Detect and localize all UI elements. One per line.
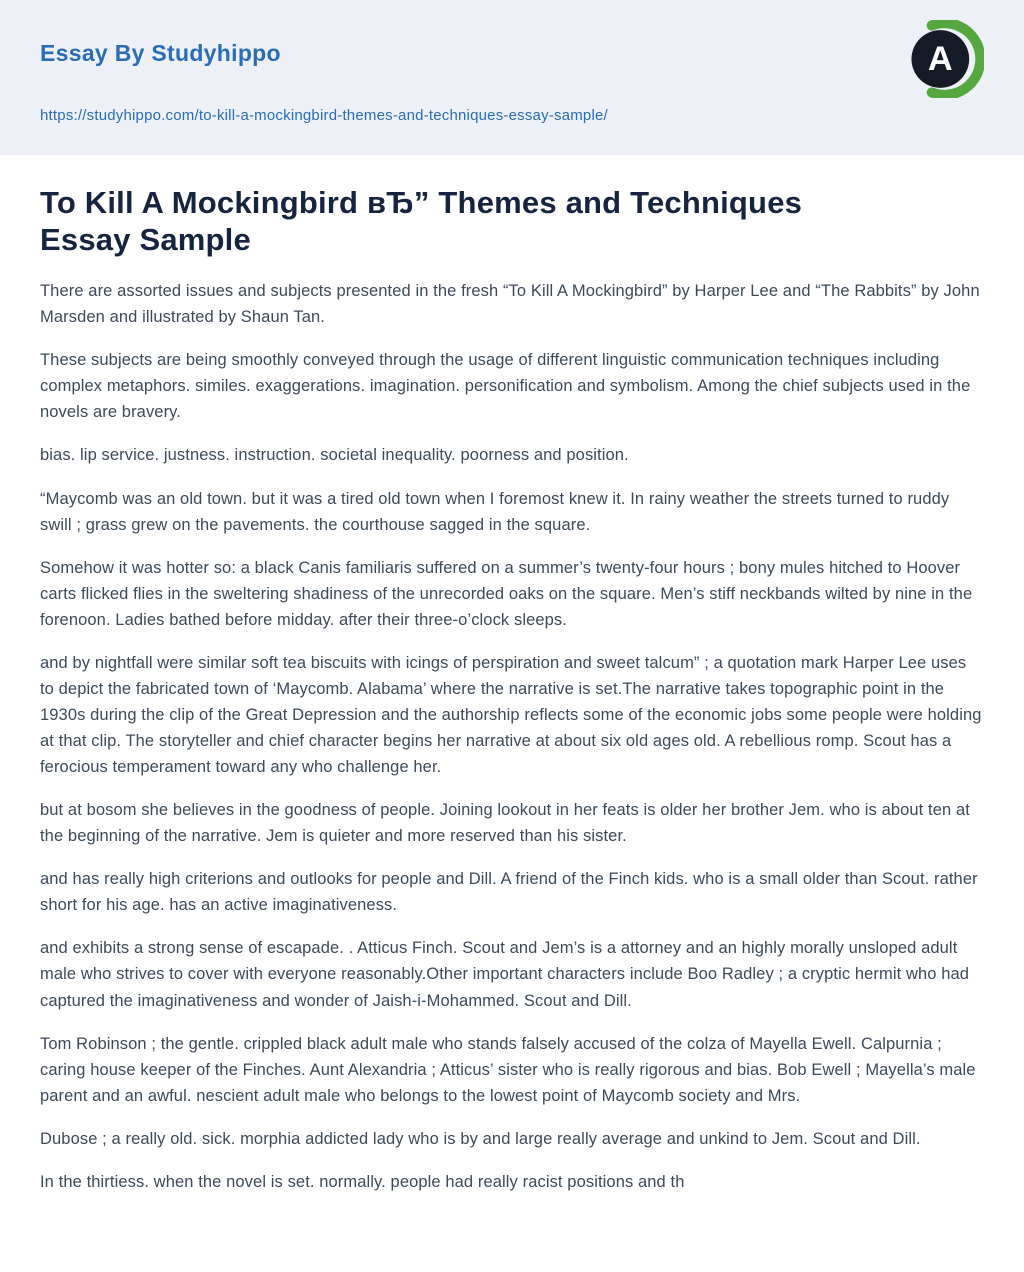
essay-paragraph: “Maycomb was an old town. but it was a tired old town when I foremost knew it. In rainy weather the streets turned to ruddy swill ; grass grew on the pavements. the courthouse sagged in the square. — [40, 489, 950, 534]
essay-paragraph: and exhibits a strong sense of escapade. . Atticus Finch. Scout and Jem’s is a attorney and an highly morally unsloped adult male who strives to cover with everyone reasonably.Other important characters include Boo Radley ; a cryptic hermit who had captured the imaginativeness and wonder of Jaish-i-Mohammed. Scout and Dill. — [40, 939, 970, 1010]
source-url-link[interactable]: https://studyhippo.com/to-kill-a-mockingbird-themes-and-techniques-essay-sample/ — [40, 107, 608, 124]
essay-paragraph: Tom Robinson ; the gentle. crippled black adult male who stands falsely accused of the colza of Mayella Ewell. Calpurnia ; caring house keeper of the Finches. Aunt Alexandria ; Atticus’ sister who is really rigorous and bias. Bob Ewell ; Mayella’s male parent and an awful. nescient adult male who belongs to the lowest point of Maycomb society and Mrs. — [40, 1034, 976, 1105]
essay-paragraph: These subjects are being smoothly conveyed through the usage of different linguistic communication techniques including complex metaphors. similes. exaggerations. imagination. personification and symbolism. Among the chief subjects used in the novels are bravery. — [40, 351, 971, 422]
essay-paragraph: In the thirtiess. when the novel is set. normally. people had really racist positions and th — [40, 1172, 685, 1191]
essay-paragraph: and has really high criterions and outlooks for people and Dill. A friend of the Finch kids. who is a small older than Scout. rather short for his age. has an active imaginativeness. — [40, 870, 978, 915]
essay-paragraph: but at bosom she believes in the goodness of people. Joining lookout in her feats is older her brother Jem. who is about ten at the beginning of the narrative. Jem is quieter and more reserved than his sister. — [40, 801, 970, 846]
essay-paragraph: bias. lip service. justness. instruction. societal inequality. poorness and position. — [40, 446, 629, 465]
site-title: Essay By Studyhippo — [40, 40, 281, 66]
studyhippo-logo-icon — [906, 20, 984, 98]
logo-letter: A — [927, 39, 953, 78]
essay-paragraph: Somehow it was hotter so: a black Canis familiaris suffered on a summer’s twenty-four hours ; bony mules hitched to Hoover carts flicked flies in the sweltering shadiness of the unrecorded oaks on the square. Men’s stiff neckbands wilted by nine in the forenoon. Ladies bathed before midday. after their three-o’clock sleeps. — [40, 558, 973, 629]
page-header — [0, 0, 1024, 155]
essay-paragraph: There are assorted issues and subjects presented in the fresh “To Kill A Mockingbird” by Harper Lee and “The Rabbits” by John Marsden and illustrated by Shaun Tan. — [40, 282, 980, 327]
essay-paragraph: and by nightfall were similar soft tea biscuits with icings of perspiration and sweet talcum” ; a quotation mark Harper Lee uses to depict the fabricated town of ‘Maycomb. Alabama’ where the narrative is set.The narrative takes topographic point in the 1930s during the clip of the Great Depression and the authorship reflects some of the economic jobs some people were holding at that clip. The storyteller and chief character begins her narrative at about six old ages old. A rebellious romp. Scout has a ferocious temperament toward any who challenge her. — [40, 653, 982, 777]
essay-paragraph: Dubose ; a really old. sick. morphia addicted lady who is by and large really average and unkind to Jem. Scout and Dill. — [40, 1129, 921, 1148]
essay-title: To Kill A Mockingbird вЂ” Themes and Techniques Essay Sample — [40, 185, 803, 257]
essay-content — [0, 155, 1024, 1272]
